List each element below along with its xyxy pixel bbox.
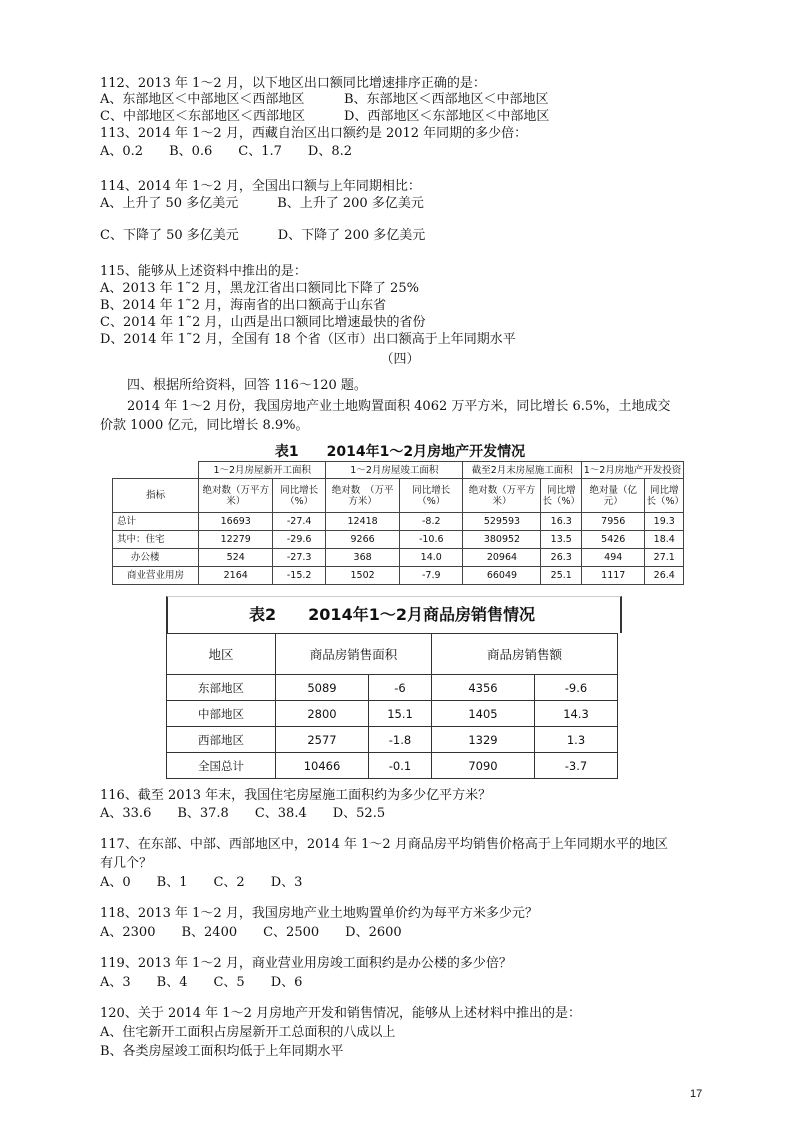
cell: 380952 [463, 531, 541, 549]
q117-options: A、0 B、1 C、2 D、3 [100, 875, 303, 890]
cell: 1329 [432, 727, 535, 753]
q115-option-d: D、2014 年 1˜2 月，全国有 18 个省（区市）出口额高于上年同期水平 [100, 332, 516, 347]
table1-group-header: 1～2月房屋竣工面积 [326, 462, 463, 479]
table-row [167, 727, 618, 753]
q118-stem: 118、2013 年 1～2 月，我国房地产业土地购置单价约为每平方米多少元？ [100, 906, 538, 921]
q113-stem: 113、2014 年 1～2 月，西藏自治区出口额约是 2012 年同期的多少倍： [100, 126, 528, 141]
cell: -1.8 [369, 727, 432, 753]
page-number: 17 [690, 1088, 703, 1100]
q113-options: A、0.2 B、0.6 C、1.7 D、8.2 [100, 144, 353, 159]
cell: 2800 [276, 701, 369, 727]
q114-options-ab: A、上升了 50 多亿美元 B、上升了 200 多亿美元 [100, 196, 424, 211]
region-cell: 全国总计 [167, 753, 276, 779]
cell: -7.9 [400, 567, 463, 585]
cell: -8.2 [400, 513, 463, 531]
cell: 494 [582, 549, 645, 567]
cell: 18.4 [645, 531, 684, 549]
table2 [166, 633, 618, 779]
cell: 7956 [582, 513, 645, 531]
q112-option-d: D、西部地区＜东部地区＜中部地区 [344, 109, 550, 124]
q120-option-a: A、住宅新开工面积占房屋新开工总面积的八成以上 [100, 1025, 396, 1040]
cell: 1502 [326, 567, 400, 585]
cell: -9.6 [535, 675, 618, 701]
cell: 20964 [463, 549, 541, 567]
cell: 9266 [326, 531, 400, 549]
q115-option-a: A、2013 年 1˜2 月，黑龙江省出口额同比下降了 25% [100, 281, 419, 296]
cell: 19.3 [645, 513, 684, 531]
table1 [112, 461, 684, 585]
table1-subheader: 绝对数（万平方米） [199, 479, 273, 513]
row-label: 其中：住宅 [113, 531, 199, 549]
q119-options: A、3 B、4 C、5 D、6 [100, 975, 303, 990]
q112-stem: 112、2013 年 1～2 月，以下地区出口额同比增速排序正确的是： [100, 76, 486, 91]
cell: 27.1 [645, 549, 684, 567]
q116-stem: 116、截至 2013 年末，我国住宅房屋施工面积约为多少亿平方米？ [100, 788, 492, 803]
table2-header-sales: 商品房销售额 [432, 634, 618, 675]
cell: 1117 [582, 567, 645, 585]
cell: 14.0 [400, 549, 463, 567]
q116-options: A、33.6 B、37.8 C、38.4 D、52.5 [100, 806, 386, 821]
q112-option-c: C、中部地区＜东部地区＜西部地区 [100, 109, 305, 124]
section-intro-heading: 四、根据所给资料，回答 116～120 题。 [127, 378, 367, 393]
cell: 2164 [199, 567, 273, 585]
q112-options-ab [100, 92, 549, 108]
cell: -0.1 [369, 753, 432, 779]
table2-title: 表2 2014年1～2月商品房销售情况 [249, 605, 535, 624]
cell: 529593 [463, 513, 541, 531]
table-row [167, 701, 618, 727]
cell: 5089 [276, 675, 369, 701]
table1-subheader: 同比增长（%） [645, 479, 684, 513]
table1-subheader: 同比增长（%） [273, 479, 326, 513]
cell: 524 [199, 549, 273, 567]
section-mark: （四） [380, 352, 420, 367]
q119-stem: 119、2013 年 1～2 月，商业营业用房竣工面积约是办公楼的多少倍？ [100, 956, 512, 971]
q115-stem: 115、能够从上述资料中推出的是： [100, 264, 307, 279]
region-cell: 中部地区 [167, 701, 276, 727]
cell: 5426 [582, 531, 645, 549]
section-intro-paragraph-cont: 价款 1000 亿元，同比增长 8.9%。 [100, 418, 309, 433]
table-row [113, 567, 684, 585]
row-label: 商业营业用房 [113, 567, 199, 585]
cell: -15.2 [273, 567, 326, 585]
table2-header-area: 商品房销售面积 [276, 634, 432, 675]
row-label: 办公楼 [113, 549, 199, 567]
table1-subheader: 绝对量（亿元） [582, 479, 645, 513]
q120-option-b: B、各类房屋竣工面积均低于上年同期水平 [100, 1044, 344, 1059]
q120-stem: 120、关于 2014 年 1～2 月房地产开发和销售情况，能够从上述材料中推出的是： [100, 1006, 581, 1021]
q112-option-a: A、东部地区＜中部地区＜西部地区 [100, 92, 305, 107]
cell: -27.4 [273, 513, 326, 531]
q118-options: A、2300 B、2400 C、2500 D、2600 [100, 925, 402, 940]
table1-group-header: 截至2月末房屋施工面积 [463, 462, 582, 479]
table-row [113, 531, 684, 549]
cell: -6 [369, 675, 432, 701]
table1-index-header: 指标 [113, 479, 199, 513]
cell: 368 [326, 549, 400, 567]
cell: 1.3 [535, 727, 618, 753]
cell: -10.6 [400, 531, 463, 549]
row-label: 总计 [113, 513, 199, 531]
cell: 12418 [326, 513, 400, 531]
table2-header-region: 地区 [167, 634, 276, 675]
q117-stem: 117、在东部、中部、西部地区中，2014 年 1～2 月商品房平均销售价格高于上年同期水平的地区 [100, 837, 668, 852]
table-row [113, 549, 684, 567]
table1-subheader: 同比增长（%） [541, 479, 582, 513]
cell: 2577 [276, 727, 369, 753]
table-row [113, 513, 684, 531]
cell: 26.3 [541, 549, 582, 567]
table-row [167, 753, 618, 779]
cell: 16.3 [541, 513, 582, 531]
region-cell: 东部地区 [167, 675, 276, 701]
q115-option-c: C、2014 年 1˜2 月，山西是出口额同比增速最快的省份 [100, 315, 426, 330]
cell: 14.3 [535, 701, 618, 727]
cell: -29.6 [273, 531, 326, 549]
cell: 16693 [199, 513, 273, 531]
cell: -3.7 [535, 753, 618, 779]
table1-group-header: 1～2月房地产开发投资 [582, 462, 684, 479]
cell: 25.1 [541, 567, 582, 585]
cell: 26.4 [645, 567, 684, 585]
table1-title: 表1 2014年1～2月房地产开发情况 [274, 444, 526, 460]
table-row [167, 675, 618, 701]
table1-subheader: 绝对数 （万平方米） [326, 479, 400, 513]
cell: 13.5 [541, 531, 582, 549]
q112-options-cd [100, 109, 549, 125]
table1-subheader: 绝对数（万平方米） [463, 479, 541, 513]
cell: 1405 [432, 701, 535, 727]
q112-option-b: B、东部地区＜西部地区＜中部地区 [344, 92, 549, 107]
cell: 15.1 [369, 701, 432, 727]
table1-subheader: 同比增长（%） [400, 479, 463, 513]
cell: 10466 [276, 753, 369, 779]
region-cell: 西部地区 [167, 727, 276, 753]
section-intro-paragraph: 2014 年 1～2 月份，我国房地产业土地购置面积 4062 万平方米，同比增长 6.5%，土地成交 [127, 399, 671, 414]
q117-stem-cont: 有几个？ [100, 856, 153, 871]
cell: 4356 [432, 675, 535, 701]
cell: 66049 [463, 567, 541, 585]
cell: -27.3 [273, 549, 326, 567]
table1-group-header: 1～2月房屋新开工面积 [199, 462, 326, 479]
q115-option-b: B、2014 年 1˜2 月，海南省的出口额高于山东省 [100, 298, 387, 313]
q114-stem: 114、2014 年 1～2 月，全国出口额与上年同期相比： [100, 179, 421, 194]
q114-options-cd: C、下降了 50 多亿美元 D、下降了 200 多亿美元 [100, 228, 426, 243]
cell: 7090 [432, 753, 535, 779]
cell: 12279 [199, 531, 273, 549]
